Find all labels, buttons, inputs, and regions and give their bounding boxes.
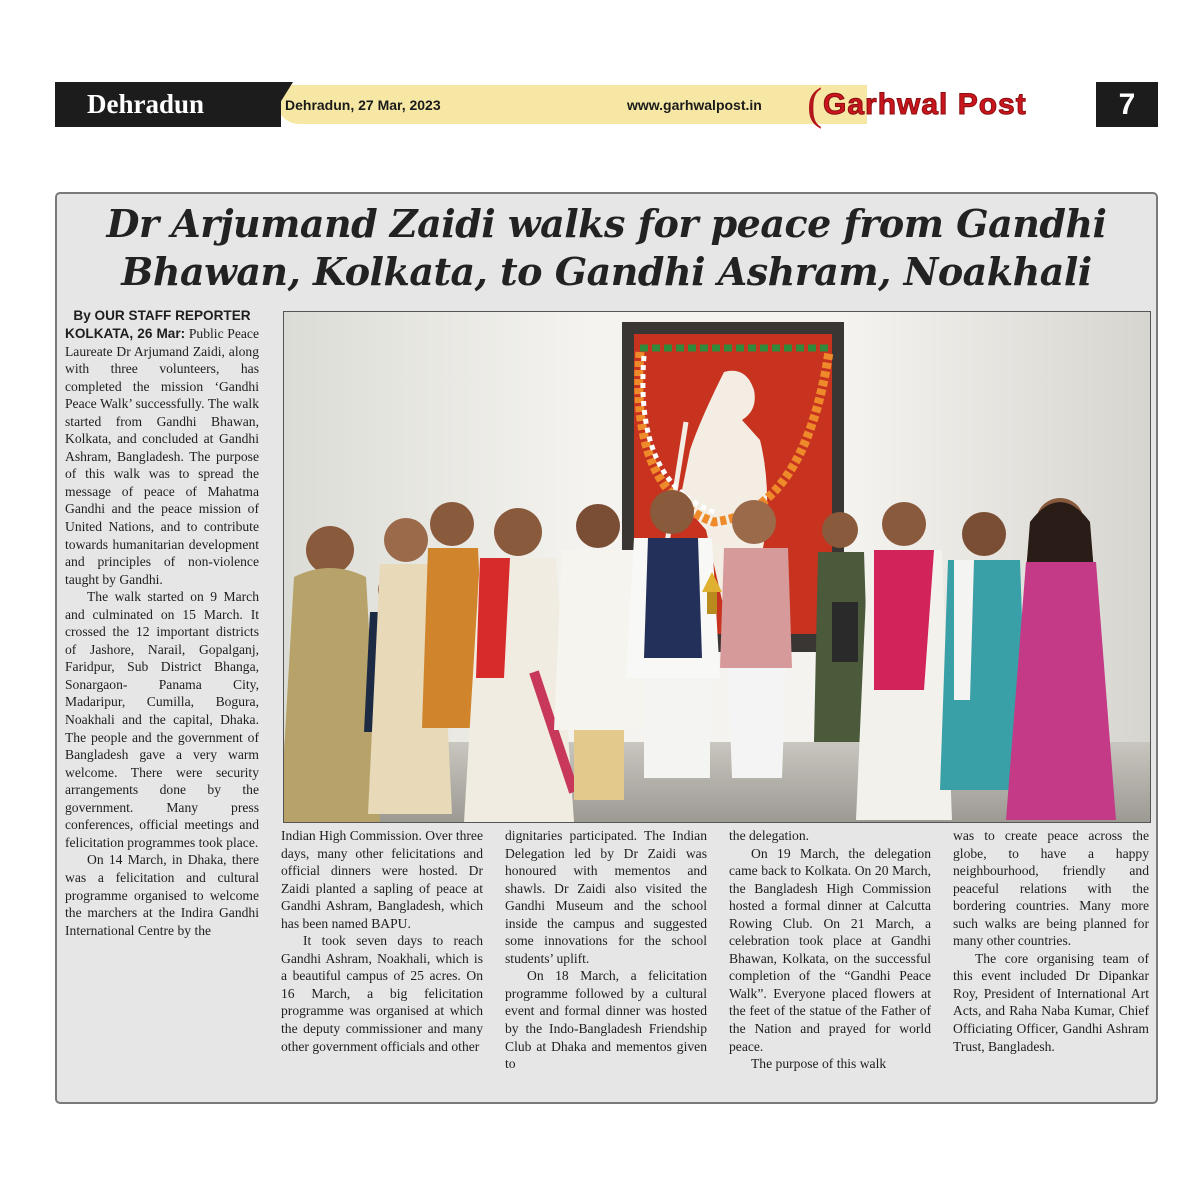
headline-line-1: Dr Arjumand Zaidi walks for peace from Gandhi	[106, 201, 1107, 246]
paragraph: On 18 March, a felicitation programme followed by a cultural event and formal dinner was hosted by the Indo-Bangladesh Friendship Club at Dhaka and mementos given to	[505, 968, 707, 1072]
paragraph: was to create peace across the globe, to have a happy neighbourhood, friendly and peaceful relations with the bordering countries. Many more such walks are being planned for many other countries.	[953, 828, 1149, 949]
paragraph: Indian High Commission. Over three days, many other felicitations and official dinners were hosted. Dr Zaidi planted a sapling of peace at Gandhi Ashram, Bangladesh, which has been named BAPU.	[281, 828, 483, 931]
paragraph: The core organising team of this event included Dr Dipankar Roy, President of International Art Acts, and Raha Naba Kumar, Chief Officiating Officer, Gandhi Ashram Trust, Bangladesh.	[953, 950, 1149, 1054]
group-of-people	[284, 490, 1116, 822]
paragraph: The walk started on 9 March and culminated on 15 March. It crossed the 12 important districts of Jashore, Narail, Gopalganj, Faridpur, Sub District Bhanga, Sonargaon- Panama City, Madaripur, Cumilla, Bogura, Noakhali and the capital, Dhaka. The people and the government of Bangladesh gave a very warm welcome. There were security arrangements done by the government. Many press conferences, official meetings and felicitation programmes took place.	[65, 589, 259, 850]
lead-paragraph	[65, 325, 259, 588]
issue-date: Dehradun, 27 Mar, 2023	[285, 97, 441, 113]
paragraph: dignitaries participated. The Indian Delegation led by Dr Zaidi was honoured with mementos and shawls. Dr Zaidi also visited the Gandhi Museum and the school inside the campus and suggested some innovations for the school students’ uplift.	[505, 828, 707, 966]
website-link[interactable]: www.garhwalpost.in	[627, 97, 762, 113]
paragraph: The purpose of this walk	[751, 1056, 887, 1072]
group-photo-illustration	[284, 312, 1150, 822]
brand-bracket-icon: (	[807, 78, 823, 129]
article-headline	[57, 200, 1156, 296]
article-column-5	[953, 827, 1149, 1055]
article-photo	[283, 311, 1151, 823]
article-column-4	[729, 827, 931, 1073]
article-column-3	[505, 827, 707, 1073]
page-number: 7	[1096, 82, 1158, 127]
paragraph: On 14 March, in Dhaka, there was a felicitation and cultural programme organised to welcome the marchers at the Indira Gandhi International Centre by the	[65, 852, 259, 938]
dateline: KOLKATA, 26 Mar:	[65, 326, 186, 341]
section-label: Dehradun	[55, 82, 281, 127]
byline: By OUR STAFF REPORTER	[73, 308, 251, 323]
article-column-1	[65, 308, 259, 939]
article-box	[55, 192, 1158, 1104]
newspaper-masthead	[55, 78, 1158, 129]
headline-line-2: Bhawan, Kolkata, to Gandhi Ashram, Noakhali	[121, 249, 1092, 294]
paragraph: It took seven days to reach Gandhi Ashram, Noakhali, which is a beautiful campus of 25 acres. On 16 March, a big felicitation programme was organised at which the deputy commissioner and many other government officials and other	[281, 933, 483, 1054]
lead-paragraph-text: Public Peace Laureate Dr Arjumand Zaidi, along with three volunteers, has completed the mission ‘Gandhi Peace Walk’ successfully. The walk started from Gandhi Bhawan, Kolkata, and concluded at Gandhi Ashram, Bangladesh. The purpose of this walk was to spread the message of peace of Mahatma Gandhi and the peace mission of United Nations, and to contribute towards humanitarian development and principles of non-violence taught by Gandhi.	[65, 326, 259, 587]
paragraph: On 19 March, the delegation came back to Kolkata. On 20 March, the Bangladesh High Commission hosted a formal dinner at Calcutta Rowing Club. On 21 March, a celebration took place at Gandhi Bhawan, Kolkata, on the successful completion of the “Gandhi Peace Walk”. Everyone placed flowers at the feet of the statue of the Father of the Nation and prayed for world peace.	[729, 845, 931, 1054]
newspaper-logo: Garhwal Post	[823, 88, 1027, 121]
article-column-2	[281, 827, 483, 1055]
paragraph: the delegation.	[729, 828, 810, 843]
